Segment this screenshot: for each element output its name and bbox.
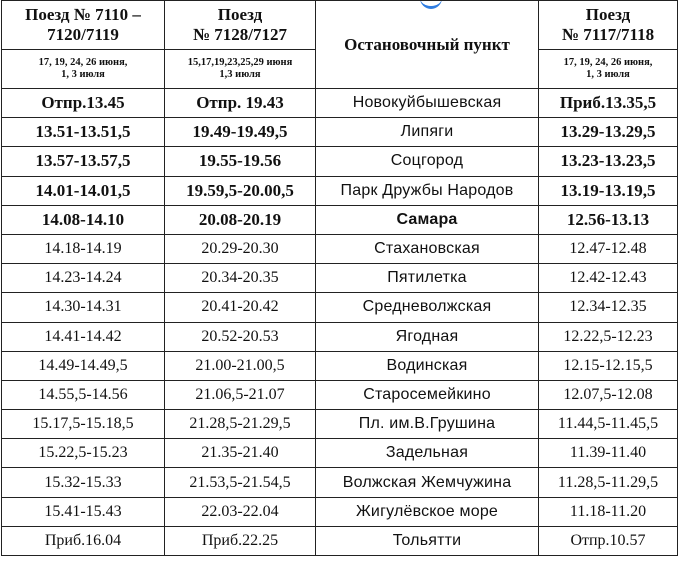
- train1-time: 14.01-14.01,5: [2, 176, 165, 205]
- train1-time: 15.32-15.33: [2, 468, 165, 497]
- train1-title-line1: Поезд № 7110 –: [25, 5, 141, 24]
- schedule-row: [2, 89, 678, 118]
- stop-name: Жигулёвское море: [316, 497, 539, 526]
- train2-time: 19.55-19.56: [165, 147, 316, 176]
- train1-time: 14.18-14.19: [2, 234, 165, 263]
- train1-time: Отпр.13.45: [2, 89, 165, 118]
- stop-name: Липяги: [316, 118, 539, 147]
- train2-header: [165, 1, 316, 50]
- schedule-row: [2, 468, 678, 497]
- train1-dates-line1: 17, 19, 24, 26 июня,: [38, 57, 128, 68]
- stop-name: Парк Дружбы Народов: [316, 176, 539, 205]
- stop-header: Остановочный пункт: [316, 1, 539, 89]
- header-row: [2, 1, 678, 50]
- schedule-row: [2, 293, 678, 322]
- train1-time: 13.51-13.51,5: [2, 118, 165, 147]
- train2-dates: [165, 50, 316, 89]
- train2-time: Отпр. 19.43: [165, 89, 316, 118]
- train2-dates-line1: 15,17,19,23,25,29 июня: [187, 57, 293, 68]
- stop-name: Тольятти: [316, 526, 539, 555]
- stop-name: Соцгород: [316, 147, 539, 176]
- train1-time: 14.30-14.31: [2, 293, 165, 322]
- train3-time: 12.56-13.13: [539, 205, 678, 234]
- train3-title-line2: № 7117/7118: [561, 25, 655, 44]
- train1-title-line2: 7120/7119: [47, 25, 119, 44]
- train2-time: 20.29-20.30: [165, 234, 316, 263]
- train1-dates-line2: 1, 3 июля: [61, 69, 105, 80]
- train1-time: 15.22,5-15.23: [2, 439, 165, 468]
- train1-time: 15.17,5-15.18,5: [2, 410, 165, 439]
- stop-name: Самара: [316, 205, 539, 234]
- train3-dates-line2: 1, 3 июля: [586, 69, 630, 80]
- stop-name: Пл. им.В.Грушина: [316, 410, 539, 439]
- train3-time: Отпр.10.57: [539, 526, 678, 555]
- train2-time: 19.59,5-20.00,5: [165, 176, 316, 205]
- train3-time: 13.29-13.29,5: [539, 118, 678, 147]
- stop-name: Стахановская: [316, 234, 539, 263]
- schedule-row: [2, 380, 678, 409]
- train-schedule-table: [1, 0, 678, 556]
- schedule-row: [2, 439, 678, 468]
- stop-name: Водинская: [316, 351, 539, 380]
- train3-dates-line1: 17, 19, 24, 26 июня,: [563, 57, 653, 68]
- train2-time: 21.06,5-21.07: [165, 380, 316, 409]
- schedule-row: [2, 410, 678, 439]
- train2-time: 20.41-20.42: [165, 293, 316, 322]
- train3-time: 12.07,5-12.08: [539, 380, 678, 409]
- train3-time: 12.22,5-12.23: [539, 322, 678, 351]
- train2-time: 22.03-22.04: [165, 497, 316, 526]
- train2-time: 20.34-20.35: [165, 264, 316, 293]
- schedule-row: [2, 264, 678, 293]
- schedule-row: [2, 176, 678, 205]
- schedule-row: [2, 205, 678, 234]
- stop-name: Средневолжская: [316, 293, 539, 322]
- train2-time: 20.08-20.19: [165, 205, 316, 234]
- train2-time: Приб.22.25: [165, 526, 316, 555]
- stop-name: Задельная: [316, 439, 539, 468]
- schedule-row: [2, 351, 678, 380]
- stop-name: Новокуйбышевская: [316, 89, 539, 118]
- train2-title-line2: № 7128/7127: [192, 25, 288, 44]
- train3-time: 13.19-13.19,5: [539, 176, 678, 205]
- train1-time: 14.49-14.49,5: [2, 351, 165, 380]
- train1-time: 14.41-14.42: [2, 322, 165, 351]
- train1-time: 14.55,5-14.56: [2, 380, 165, 409]
- stop-name: Старосемейкино: [316, 380, 539, 409]
- train1-time: 13.57-13.57,5: [2, 147, 165, 176]
- train3-time: Приб.13.35,5: [539, 89, 678, 118]
- train3-dates: [539, 50, 678, 89]
- train1-time: Приб.16.04: [2, 526, 165, 555]
- schedule-row: [2, 526, 678, 555]
- schedule-row: [2, 497, 678, 526]
- stop-name: Волжская Жемчужина: [316, 468, 539, 497]
- train1-dates: [2, 50, 165, 89]
- train1-time: 14.23-14.24: [2, 264, 165, 293]
- stop-name: Ягодная: [316, 322, 539, 351]
- train2-dates-line2: 1,3 июля: [219, 69, 261, 80]
- train2-time: 20.52-20.53: [165, 322, 316, 351]
- train2-time: 21.35-21.40: [165, 439, 316, 468]
- train3-time: 11.18-11.20: [539, 497, 678, 526]
- schedule-row: [2, 322, 678, 351]
- train2-time: 21.53,5-21.54,5: [165, 468, 316, 497]
- train3-time: 12.15-12.15,5: [539, 351, 678, 380]
- train2-time: 19.49-19.49,5: [165, 118, 316, 147]
- schedule-row: [2, 234, 678, 263]
- train2-time: 21.00-21.00,5: [165, 351, 316, 380]
- stop-name: Пятилетка: [316, 264, 539, 293]
- train3-time: 11.28,5-11.29,5: [539, 468, 678, 497]
- train3-time: 12.42-12.43: [539, 264, 678, 293]
- train3-time: 12.34-12.35: [539, 293, 678, 322]
- train2-time: 21.28,5-21.29,5: [165, 410, 316, 439]
- train3-time: 12.47-12.48: [539, 234, 678, 263]
- train1-header: [2, 1, 165, 50]
- train1-time: 14.08-14.10: [2, 205, 165, 234]
- train2-title-line1: Поезд: [217, 5, 263, 24]
- train3-time: 13.23-13.23,5: [539, 147, 678, 176]
- schedule-row: [2, 147, 678, 176]
- train3-time: 11.44,5-11.45,5: [539, 410, 678, 439]
- train3-title-line1: Поезд: [585, 5, 631, 24]
- train3-time: 11.39-11.40: [539, 439, 678, 468]
- train1-time: 15.41-15.43: [2, 497, 165, 526]
- schedule-row: [2, 118, 678, 147]
- train3-header: [539, 1, 678, 50]
